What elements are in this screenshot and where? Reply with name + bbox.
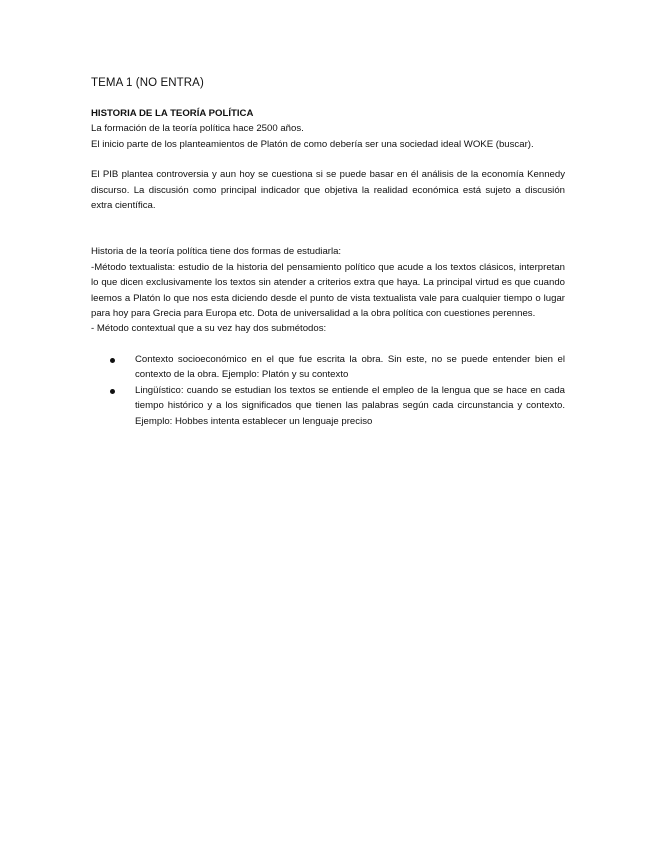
bullet-icon [110, 358, 115, 363]
submethods-list [91, 352, 565, 429]
list-item [91, 352, 565, 383]
intro-line: La formación de la teoría política hace 2500 años. [91, 123, 304, 135]
textual-method-paragraph: -Método textualista: estudio de la historia del pensamiento político que acude a los textos clásicos, interpretan lo que dicen exclusivamente los textos sin atender a criterios extra que haya. La principal virtud es que cuando leemos a Platón lo que nos esta diciendo desde el punto de vista textualista vale para cualquier tiempo o lugar para hoy para Grecia para Europa etc. Dota de universalidad a la obra política con cuestiones perennes. [91, 261, 565, 320]
list-item [91, 383, 565, 429]
forms-intro: Historia de la teoría política tiene dos formas de estudiarla: [91, 246, 342, 258]
intro-line: El inicio parte de los planteamientos de Platón de como debería ser una sociedad ideal WOKE (buscar). [91, 138, 534, 150]
pib-paragraph: El PIB plantea controversia y aun hoy se cuestiona si se puede basar en él análisis de la economía Kennedy discurso. La discusión como principal indicador que objetiva la realidad económica está sujeto a discusión extra científica. [91, 169, 565, 212]
list-item-text: Contexto socioeconómico en el que fue escrita la obra. Sin este, no se puede entender bien el contexto de la obra. Ejemplo: Platón y su contexto [135, 353, 565, 381]
bullet-icon [110, 389, 115, 394]
list-item-text: Lingüístico: cuando se estudian los textos se entiende el empleo de la lengua que se hace en cada tiempo histórico y a los significados que tienen las palabras según cada circunstancia y contexto. Ejemplo: Hobbes intenta establecer un lenguaje preciso [135, 384, 565, 427]
document-body [91, 106, 565, 429]
contextual-method-line: - Método contextual que a su vez hay dos submétodos: [91, 323, 327, 335]
section-heading: HISTORIA DE LA TEORÍA POLÍTICA [91, 108, 254, 119]
chapter-title: TEMA 1 (NO ENTRA) [91, 77, 204, 89]
